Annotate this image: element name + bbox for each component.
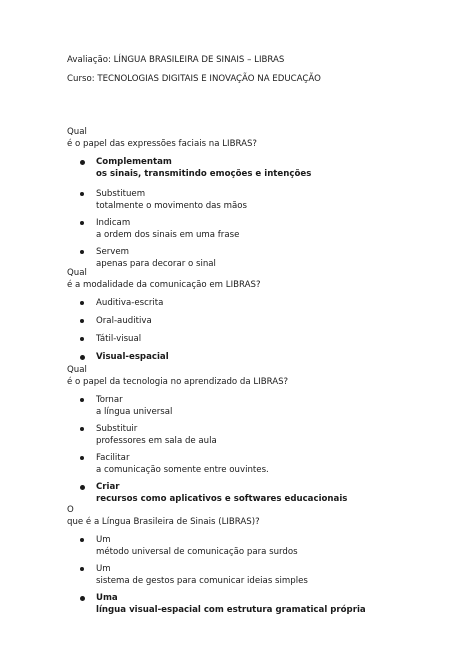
answer-option (67, 315, 447, 327)
course-title: Curso: TECNOLOGIAS DIGITAIS E INOVAÇÃO NA EDUCAÇÃO (67, 74, 321, 84)
answer-option-correct (67, 481, 447, 505)
answer-option-correct (67, 156, 447, 180)
option-line-2: totalmente o movimento das mãos (96, 201, 248, 211)
option-line-2: método universal de comunicação para surdos (96, 547, 298, 557)
option-line-2: professores em sala de aula (96, 436, 217, 446)
bullet-icon (80, 160, 85, 165)
bullet-icon (80, 427, 84, 431)
answer-options (67, 394, 447, 505)
option-line-2: língua visual-espacial com estrutura gramatical própria (96, 605, 366, 615)
option-line-1: Substituem (96, 189, 146, 199)
answer-options (67, 156, 447, 270)
answer-option (67, 188, 447, 212)
answer-options (67, 534, 447, 616)
bullet-icon (80, 485, 85, 490)
question-3 (67, 364, 447, 505)
option-line-1: Substituir (96, 424, 138, 434)
option-line-2: apenas para decorar o sinal (96, 259, 216, 269)
question-4 (67, 504, 447, 616)
question-text (67, 126, 447, 150)
question-text-line-1: O (67, 505, 74, 515)
option-line-2: a língua universal (96, 407, 173, 417)
bullet-icon (80, 301, 84, 305)
question-text-line-2: é a modalidade da comunicação em LIBRAS? (67, 280, 261, 290)
answer-option (67, 423, 447, 447)
option-line-1: Complementam (96, 157, 172, 167)
option-line-1: Visual-espacial (96, 352, 169, 362)
answer-option (67, 333, 447, 345)
option-line-1: Uma (96, 593, 118, 603)
option-line-1: Criar (96, 482, 120, 492)
question-1 (67, 126, 447, 270)
answer-option (67, 217, 447, 241)
option-line-1: Indicam (96, 218, 131, 228)
option-line-1: Oral-auditiva (96, 316, 152, 326)
option-line-1: Tátil-visual (96, 334, 142, 344)
answer-option (67, 534, 447, 558)
bullet-icon (80, 456, 84, 460)
option-line-2: recursos como aplicativos e softwares educacionais (96, 494, 348, 504)
question-text-line-1: Qual (67, 365, 87, 375)
option-line-2: a comunicação somente entre ouvintes. (96, 465, 269, 475)
question-text-line-2: que é a Língua Brasileira de Sinais (LIBRAS)? (67, 517, 260, 527)
answer-option (67, 452, 447, 476)
question-text (67, 504, 447, 528)
bullet-icon (80, 192, 84, 196)
question-text-line-2: é o papel da tecnologia no aprendizado da LIBRAS? (67, 377, 289, 387)
option-line-2: a ordem dos sinais em uma frase (96, 230, 240, 240)
answer-option (67, 394, 447, 418)
option-line-1: Servem (96, 247, 130, 257)
answer-option-correct (67, 592, 447, 616)
bullet-icon (80, 355, 85, 360)
option-line-1: Um (96, 535, 111, 545)
answer-option (67, 563, 447, 587)
option-line-1: Auditiva-escrita (96, 298, 164, 308)
bullet-icon (80, 567, 84, 571)
bullet-icon (80, 319, 84, 323)
question-text (67, 364, 447, 388)
answer-option-correct (67, 351, 447, 363)
question-text-line-2: é o papel das expressões faciais na LIBRAS? (67, 139, 257, 149)
assessment-title: Avaliação: LÍNGUA BRASILEIRA DE SINAIS – LIBRAS (67, 55, 285, 65)
option-line-1: Tornar (96, 395, 123, 405)
option-line-1: Facilitar (96, 453, 130, 463)
answer-options (67, 297, 447, 363)
question-text (67, 267, 447, 291)
option-line-2: sistema de gestos para comunicar ideias simples (96, 576, 308, 586)
bullet-icon (80, 221, 84, 225)
bullet-icon (80, 596, 85, 601)
option-line-2: os sinais, transmitindo emoções e intenções (96, 169, 312, 179)
option-line-1: Um (96, 564, 111, 574)
question-text-line-1: Qual (67, 268, 87, 278)
bullet-icon (80, 538, 84, 542)
question-text-line-1: Qual (67, 127, 87, 137)
answer-option (67, 297, 447, 309)
bullet-icon (80, 250, 84, 254)
bullet-icon (80, 337, 84, 341)
question-2 (67, 267, 447, 363)
bullet-icon (80, 398, 84, 402)
